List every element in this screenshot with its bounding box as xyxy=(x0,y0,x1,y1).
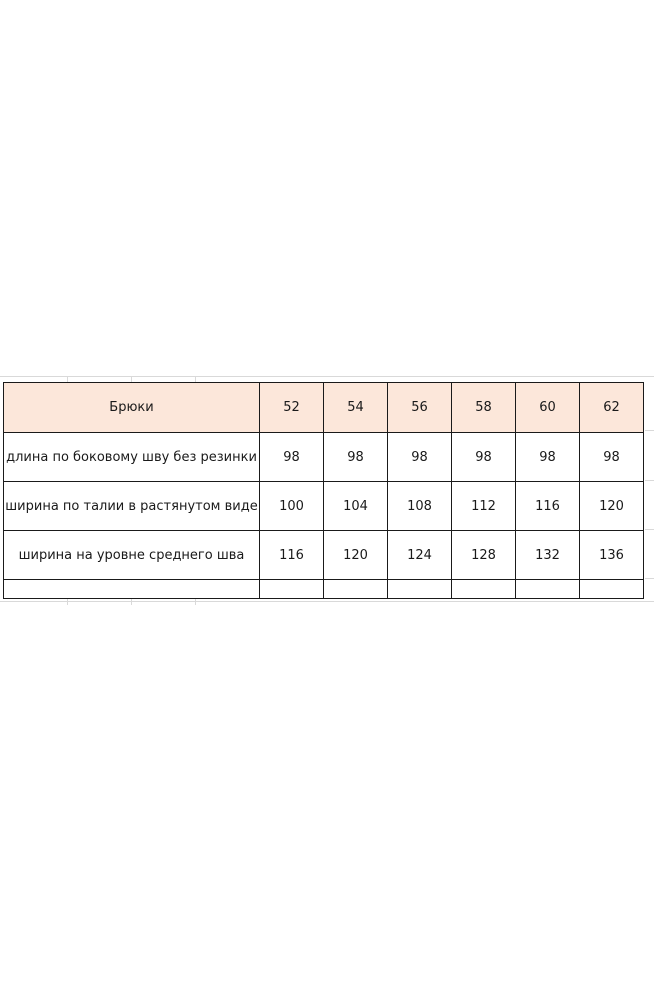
empty-cell[interactable] xyxy=(452,580,516,599)
gridline xyxy=(645,430,654,431)
empty-cell[interactable] xyxy=(580,580,644,599)
size-header-cell[interactable]: 62 xyxy=(580,383,644,433)
value-cell[interactable]: 116 xyxy=(516,482,580,531)
value-cell[interactable]: 98 xyxy=(516,433,580,482)
value-cell[interactable]: 120 xyxy=(580,482,644,531)
value-cell[interactable]: 98 xyxy=(580,433,644,482)
value-cell[interactable]: 132 xyxy=(516,531,580,580)
table-row-waist xyxy=(4,482,644,531)
empty-cell[interactable] xyxy=(4,580,260,599)
gridline xyxy=(0,376,654,377)
size-header-cell[interactable]: 52 xyxy=(260,383,324,433)
header-label-cell[interactable]: Брюки xyxy=(4,383,260,433)
empty-cell[interactable] xyxy=(516,580,580,599)
size-header-cell[interactable]: 58 xyxy=(452,383,516,433)
header-row xyxy=(4,383,644,433)
value-cell[interactable]: 112 xyxy=(452,482,516,531)
row-label-cell[interactable]: ширина на уровне среднего шва xyxy=(4,531,260,580)
value-cell[interactable]: 98 xyxy=(324,433,388,482)
value-cell[interactable]: 108 xyxy=(388,482,452,531)
gridline xyxy=(645,480,654,481)
value-cell[interactable]: 116 xyxy=(260,531,324,580)
row-label-cell[interactable]: длина по боковому шву без резинки xyxy=(4,433,260,482)
size-header-cell[interactable]: 60 xyxy=(516,383,580,433)
value-cell[interactable]: 120 xyxy=(324,531,388,580)
value-cell[interactable]: 98 xyxy=(388,433,452,482)
gridline xyxy=(67,599,68,605)
table-row-length xyxy=(4,433,644,482)
size-header-cell[interactable]: 56 xyxy=(388,383,452,433)
value-cell[interactable]: 128 xyxy=(452,531,516,580)
size-chart-table xyxy=(3,382,644,599)
row-label-cell[interactable]: ширина по талии в растянутом виде xyxy=(4,482,260,531)
size-header-cell[interactable]: 54 xyxy=(324,383,388,433)
gridline xyxy=(195,599,196,605)
value-cell[interactable]: 98 xyxy=(260,433,324,482)
value-cell[interactable]: 104 xyxy=(324,482,388,531)
gridline xyxy=(645,578,654,579)
gridline xyxy=(0,601,654,602)
value-cell[interactable]: 136 xyxy=(580,531,644,580)
table-row-mid-seam xyxy=(4,531,644,580)
empty-cell[interactable] xyxy=(324,580,388,599)
gridline xyxy=(645,529,654,530)
value-cell[interactable]: 98 xyxy=(452,433,516,482)
table-row-empty xyxy=(4,580,644,599)
empty-cell[interactable] xyxy=(260,580,324,599)
value-cell[interactable]: 100 xyxy=(260,482,324,531)
value-cell[interactable]: 124 xyxy=(388,531,452,580)
empty-cell[interactable] xyxy=(388,580,452,599)
gridline xyxy=(131,599,132,605)
